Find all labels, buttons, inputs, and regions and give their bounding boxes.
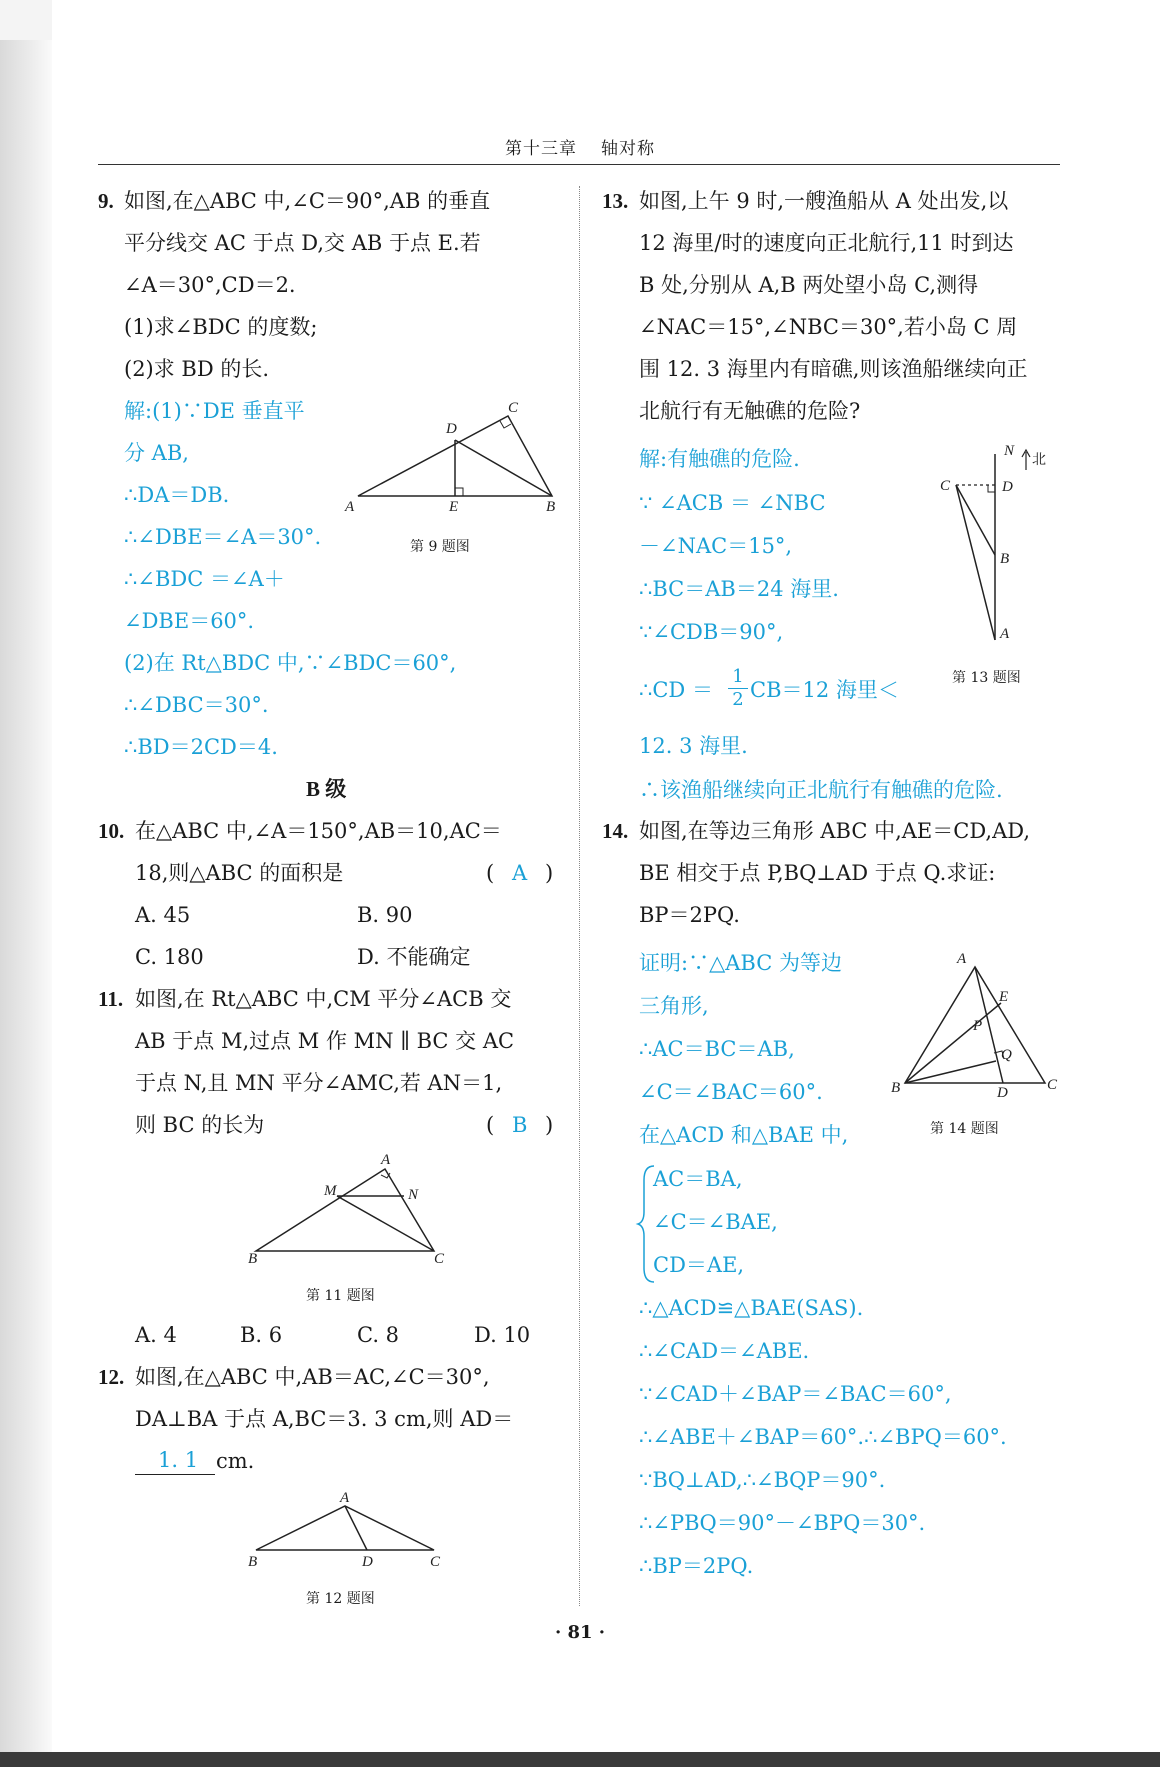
q9-caption: 第 9 题图 <box>410 539 470 555</box>
q10-option-d: D. 不能确定 <box>357 945 471 969</box>
q9-part-2: (2)求 BD 的长. <box>124 357 270 381</box>
q13-label-d: D <box>1002 479 1013 495</box>
q11-label-a: A <box>381 1152 391 1168</box>
q10-number: 10. <box>98 819 125 843</box>
q11-figure <box>240 1150 450 1265</box>
q11-answer: B <box>512 1113 528 1137</box>
q12-answer: 1. 1 <box>158 1448 199 1472</box>
q9-label-b: B <box>546 499 556 515</box>
q13-label-c: C <box>940 478 951 494</box>
q14-stem-line: BP＝2PQ. <box>639 903 740 927</box>
q11-option-b: B. 6 <box>240 1323 283 1347</box>
q11-stem-line: 于点 N,且 MN 平分∠AMC,若 AN＝1, <box>135 1071 503 1095</box>
header-rule <box>98 164 1060 165</box>
q9-answer-line: ∴∠DBE＝∠A＝30°. <box>124 525 322 549</box>
q14-label-b: B <box>891 1080 901 1096</box>
q12-stem-line: DA⊥BA 于点 A,BC＝3. 3 cm,则 AD＝ <box>135 1407 514 1431</box>
running-header <box>0 134 1160 159</box>
q12-label-a: A <box>340 1490 350 1506</box>
q13-fraction-numerator: 1 <box>732 666 744 687</box>
q14-answer-line: ∴BP＝2PQ. <box>639 1554 754 1578</box>
q9-answer-line: ∴∠BDC ＝∠A＋ <box>124 567 285 591</box>
q10-option-a: A. 45 <box>135 903 191 927</box>
q12-answer-blank <box>135 1474 215 1475</box>
q13-number: 13. <box>602 189 629 213</box>
q11-bracket-close: ) <box>545 1113 554 1137</box>
q9-stem-line: ∠A＝30°,CD＝2. <box>124 273 296 297</box>
page-spine-shadow <box>0 0 52 1767</box>
q11-bracket-open: ( <box>486 1113 495 1137</box>
q13-stem-line: 12 海里/时的速度向正北航行,11 时到达 <box>639 231 1014 255</box>
q9-answer-line: ∴∠DBC＝30°. <box>124 693 269 717</box>
q14-label-e: E <box>999 989 1009 1005</box>
q9-figure <box>340 390 570 520</box>
q11-number: 11. <box>98 987 124 1011</box>
q10-option-c: C. 180 <box>135 945 204 969</box>
q9-part-1: (1)求∠BDC 的度数; <box>124 315 318 339</box>
q11-option-c: C. 8 <box>357 1323 400 1347</box>
q12-label-b: B <box>248 1554 258 1570</box>
q14-answer-line: ∵∠CAD＋∠BAP＝∠BAC＝60°, <box>639 1382 952 1406</box>
q14-stem-line: BE 相交于点 P,BQ⊥AD 于点 Q.求证: <box>639 861 996 885</box>
q13-answer-line: －∠NAC＝15°, <box>639 534 793 558</box>
q11-option-a: A. 4 <box>135 1323 177 1347</box>
q11-stem-line: 如图,在 Rt△ABC 中,CM 平分∠ACB 交 <box>135 987 512 1011</box>
q13-answer-line: ∴该渔船继续向正北航行有触礁的危险. <box>639 778 1003 802</box>
q14-answer-line: ∴∠ABE＋∠BAP＝60°.∴∠BPQ＝60°. <box>639 1425 1007 1449</box>
q14-system-line: ∠C＝∠BAE, <box>653 1210 778 1234</box>
q14-figure <box>885 945 1065 1101</box>
q12-label-c: C <box>430 1554 441 1570</box>
q9-answer-line: ∴BD＝2CD＝4. <box>124 735 278 759</box>
q13-caption: 第 13 题图 <box>952 670 1021 686</box>
q14-label-a: A <box>957 951 967 967</box>
q9-label-e: E <box>449 499 459 515</box>
q12-caption: 第 12 题图 <box>306 1591 375 1607</box>
q12-number: 12. <box>98 1365 125 1389</box>
q14-label-d: D <box>997 1085 1008 1101</box>
q9-label-d: D <box>446 421 457 437</box>
q13-stem-line: B 处,分别从 A,B 两处望小岛 C,测得 <box>639 273 979 297</box>
q10-stem-line: 18,则△ABC 的面积是 <box>135 861 344 885</box>
q9-answer-line: ∠DBE＝60°. <box>124 609 255 633</box>
q11-label-c: C <box>434 1251 445 1267</box>
q9-answer-line: 解:(1)∵DE 垂直平 <box>124 399 305 423</box>
q13-answer-line: ∴CD ＝ <box>639 678 713 702</box>
q14-number: 14. <box>602 819 629 843</box>
q9-answer-line: (2)在 Rt△BDC 中,∵∠BDC＝60°, <box>124 651 457 675</box>
q12-unit: cm. <box>216 1449 255 1473</box>
q14-answer-line: ∴∠CAD＝∠ABE. <box>639 1339 810 1363</box>
q13-stem-line: 如图,上午 9 时,一艘渔船从 A 处出发,以 <box>639 189 1009 213</box>
q13-answer-line: ∵ ∠ACB ＝ ∠NBC <box>639 491 826 515</box>
q13-stem-line: ∠NAC＝15°,∠NBC＝30°,若小岛 C 周 <box>639 315 1018 339</box>
column-divider <box>579 186 580 1606</box>
q9-number: 9. <box>98 189 114 213</box>
q14-system-line: CD＝AE, <box>653 1253 745 1277</box>
page-corner <box>0 0 52 40</box>
q13-label-n: N <box>1004 443 1015 459</box>
q14-answer-line: ∴∠PBQ＝90°－∠BPQ＝30°. <box>639 1511 926 1535</box>
q9-answer-line: ∴DA＝DB. <box>124 483 230 507</box>
q14-answer-line: 在△ACD 和△BAE 中, <box>639 1123 849 1147</box>
q11-label-b: B <box>248 1251 258 1267</box>
q10-stem-line: 在△ABC 中,∠A＝150°,AB＝10,AC＝ <box>135 819 502 843</box>
q14-answer-line: 三角形, <box>639 994 709 1018</box>
q13-fraction-denominator: 2 <box>728 688 748 711</box>
q10-option-b: B. 90 <box>357 903 413 927</box>
q14-label-p: P <box>973 1018 983 1034</box>
q13-answer-line: ∵∠CDB＝90°, <box>639 620 784 644</box>
q12-stem-line: 如图,在△ABC 中,AB＝AC,∠C＝30°, <box>135 1365 490 1389</box>
q14-answer-line: ∵BQ⊥AD,∴∠BQP＝90°. <box>639 1468 886 1492</box>
q13-stem-line: 北航行有无触礁的危险? <box>639 399 861 423</box>
chapter-label: 第十三章 <box>505 139 577 159</box>
q14-answer-line: ∴AC＝BC＝AB, <box>639 1037 795 1061</box>
q11-label-m: M <box>324 1183 337 1199</box>
q14-stem-line: 如图,在等边三角形 ABC 中,AE＝CD,AD, <box>639 819 1031 843</box>
q13-answer-line: ∴BC＝AB＝24 海里. <box>639 577 839 601</box>
q10-answer: A <box>512 861 528 885</box>
q14-label-q: Q <box>1001 1047 1012 1063</box>
q9-label-a: A <box>345 499 355 515</box>
q13-figure <box>930 440 1060 650</box>
q14-answer-line: 证明:∵△ABC 为等边 <box>639 951 842 975</box>
q13-answer-line: 解:有触礁的危险. <box>639 447 800 471</box>
q11-label-n: N <box>408 1187 419 1203</box>
q10-bracket-open: ( <box>486 861 495 885</box>
level-b-heading: B 级 <box>306 777 347 801</box>
q13-answer-line: 12. 3 海里. <box>639 734 748 758</box>
q9-label-c: C <box>508 400 519 416</box>
q13-stem-line: 围 12. 3 海里内有暗礁,则该渔船继续向正 <box>639 357 1028 381</box>
q12-figure <box>240 1488 450 1568</box>
q9-answer-line: 分 AB, <box>124 441 189 465</box>
q11-stem-line: 则 BC 的长为 <box>135 1113 265 1137</box>
page-number: · 81 · <box>554 1622 606 1643</box>
q9-stem-line: 平分线交 AC 于点 D,交 AB 于点 E.若 <box>124 231 481 255</box>
q14-answer-line: ∠C＝∠BAC＝60°. <box>639 1080 823 1104</box>
q11-stem-line: AB 于点 M,过点 M 作 MN ∥ BC 交 AC <box>135 1029 515 1053</box>
q13-answer-line: CB＝12 海里＜ <box>750 678 899 702</box>
q9-stem-line: 如图,在△ABC 中,∠C＝90°,AB 的垂直 <box>124 189 491 213</box>
q12-label-d: D <box>362 1554 373 1570</box>
q10-bracket-close: ) <box>545 861 554 885</box>
q11-option-d: D. 10 <box>474 1323 531 1347</box>
q13-label-b: B <box>1000 551 1010 567</box>
q11-caption: 第 11 题图 <box>306 1288 375 1304</box>
bottom-edge <box>0 1752 1160 1767</box>
q13-north-label: 北 <box>1032 452 1046 468</box>
q14-system-line: AC＝BA, <box>653 1167 743 1191</box>
q14-caption: 第 14 题图 <box>930 1121 999 1137</box>
q13-fraction <box>728 666 748 711</box>
q14-answer-line: ∴△ACD≌△BAE(SAS). <box>639 1296 864 1320</box>
topic-label: 轴对称 <box>601 139 655 159</box>
q14-label-c: C <box>1047 1077 1058 1093</box>
q13-label-a: A <box>1000 626 1010 642</box>
